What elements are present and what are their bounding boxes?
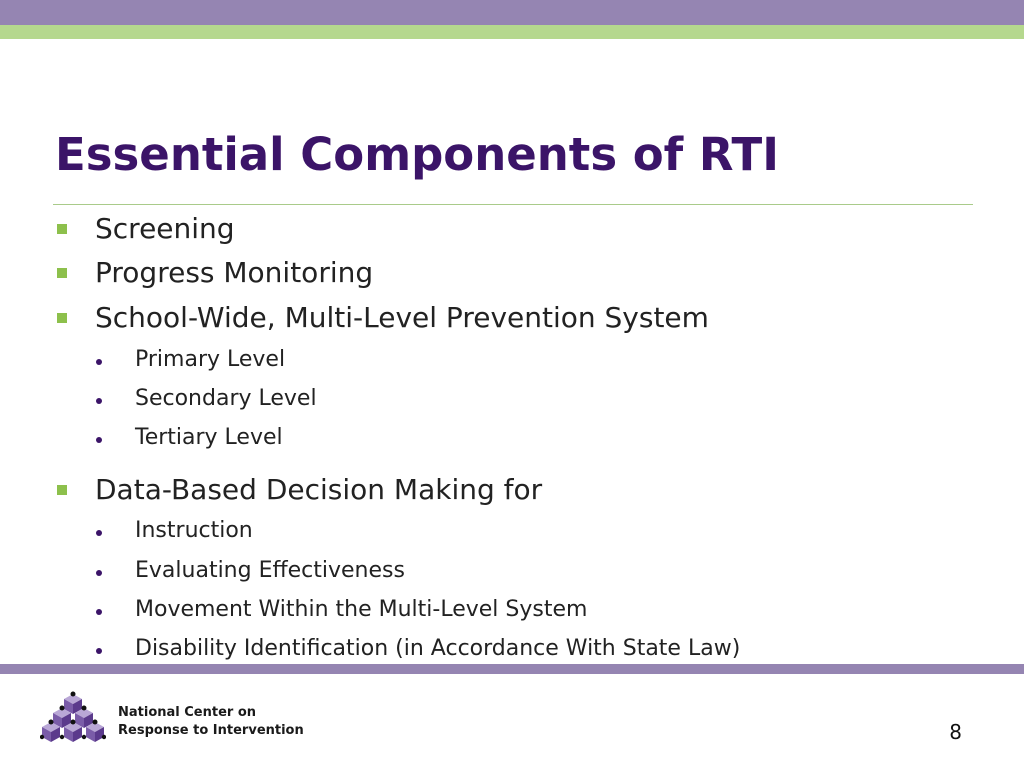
dot-bullet-icon — [96, 359, 102, 365]
dot-bullet-icon — [96, 530, 102, 536]
dot-bullet-icon — [96, 609, 102, 615]
dot-bullet-icon — [96, 398, 102, 404]
sub-bullet-primary: Primary Level — [135, 347, 286, 372]
bullet-data-based: Data-Based Decision Making for — [95, 473, 543, 506]
sub-bullet-movement: Movement Within the Multi-Level System — [135, 597, 588, 622]
sub-bullet-secondary: Secondary Level — [135, 386, 317, 411]
sub-bullet-instruction: Instruction — [135, 518, 253, 543]
dot-bullet-icon — [96, 570, 102, 576]
organization-name — [118, 704, 304, 740]
square-bullet-icon — [57, 485, 67, 495]
dot-bullet-icon — [96, 437, 102, 443]
square-bullet-icon — [57, 268, 67, 278]
cube-stack-logo-icon — [40, 690, 106, 752]
bullet-prevention-system: School-Wide, Multi-Level Prevention System — [95, 301, 709, 334]
sub-bullet-evaluating: Evaluating Effectiveness — [135, 558, 405, 583]
sub-bullet-tertiary: Tertiary Level — [135, 425, 283, 450]
square-bullet-icon — [57, 313, 67, 323]
org-line-1: National Center on — [118, 705, 257, 720]
bullet-progress-monitoring: Progress Monitoring — [95, 256, 374, 289]
page-number: 8 — [949, 720, 962, 744]
slide-title: Essential Components of RTI — [55, 128, 779, 181]
bullet-screening: Screening — [95, 212, 235, 245]
square-bullet-icon — [57, 224, 67, 234]
dot-bullet-icon — [96, 648, 102, 654]
bottom-band-purple — [0, 664, 1024, 674]
sub-bullet-disability: Disability Identification (in Accordance With State Law) — [135, 636, 741, 661]
org-line-2: Response to Intervention — [118, 723, 304, 738]
